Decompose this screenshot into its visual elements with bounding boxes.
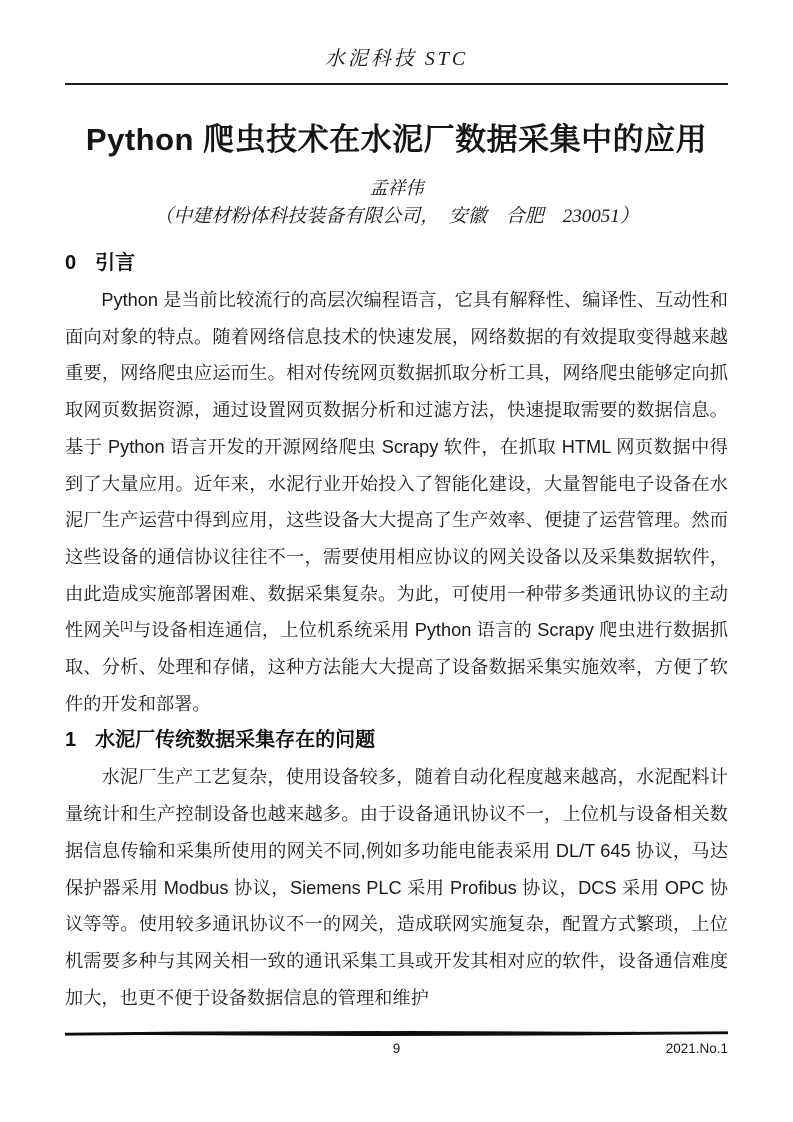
- page-footer: [65, 1031, 728, 1059]
- footer-rule: [65, 1031, 728, 1036]
- article-title: Python 爬虫技术在水泥厂数据采集中的应用: [85, 122, 708, 157]
- section-heading-introduction: [65, 249, 728, 277]
- journal-header: [65, 0, 728, 85]
- paragraph-problems: 水泥厂生产工艺复杂，使用设备较多，随着自动化程度越来越高，水泥配料计量统计和生产控制设备也越来越多。由于设备通讯协议不一，上位机与设备相关数据信息传输和采集所使用的网关不同,例如多功能电能表采用 DL/T 645 协议，马达保护器采用 Modbus 协议，Siemens PLC 采用 Profibus 协议，DCS 采用 OPC 协议等等。使用较多通讯协议不一的网关，造成联网实施复杂，配置方式繁琐，上位机需要多种与其网关相一致的通讯采集工具或开发其相对应的软件，设备通信难度加大，也更不便于设备数据信息的管理和维护: [65, 767, 728, 1008]
- paragraph-introduction: [65, 282, 728, 722]
- footer-row: [65, 1041, 728, 1059]
- section-heading-problems: [65, 726, 728, 754]
- paragraph-text-after-reference: 与设备相连通信，上位机系统采用 Python 语言的 Scrapy 爬虫进行数据抓取、分析、处理和存储，这种方法能大大提高了设备数据采集实施效率，方便了软件的开发和部署。: [65, 620, 728, 714]
- section-number: 0: [65, 252, 77, 274]
- page-number: 9: [392, 1041, 401, 1056]
- paragraph-text-before-reference: Python 是当前比较流行的高层次编程语言，它具有解释性、编译性、互动性和面向对象的特点。随着网络信息技术的快速发展，网络数据的有效提取变得越来越重要，网络爬虫应运而生。相对传统网页数据抓取分析工具，网络爬虫能够定向抓取网页数据资源，通过设置网页数据分析和过滤方法，快速提取需要的数据信息。基于 Python 语言开发的开源网络爬虫 Scrapy 软件，在抓取 HTML 网页数据中得到了大量应用。近年来，水泥行业开始投入了智能化建设，大量智能电子设备在水泥厂生产运营中得到应用，这些设备大大提高了生产效率、便捷了运营管理。然而这些设备的通信协议往往不一，需要使用相应协议的网关设备以及采集数据软件，由此造成实施部署困难、数据采集复杂。为此，可使用一种带多类通讯协议的主动性网关: [65, 290, 728, 641]
- article-body: [65, 117, 728, 1016]
- section-title: 引言: [95, 252, 136, 274]
- reference-marker: [1]: [120, 620, 133, 633]
- issue-number: 2021.No.1: [665, 1041, 728, 1056]
- article-affiliation: （中建材粉体科技装备有限公司， 安徽 合肥 230051）: [154, 206, 639, 227]
- header-rule: [65, 83, 728, 85]
- section-title: 水泥厂传统数据采集存在的问题: [95, 729, 376, 752]
- article-author: 孟祥伟: [369, 178, 424, 198]
- journal-title: 水泥科技 STC: [324, 48, 469, 70]
- section-number: 1: [65, 729, 77, 752]
